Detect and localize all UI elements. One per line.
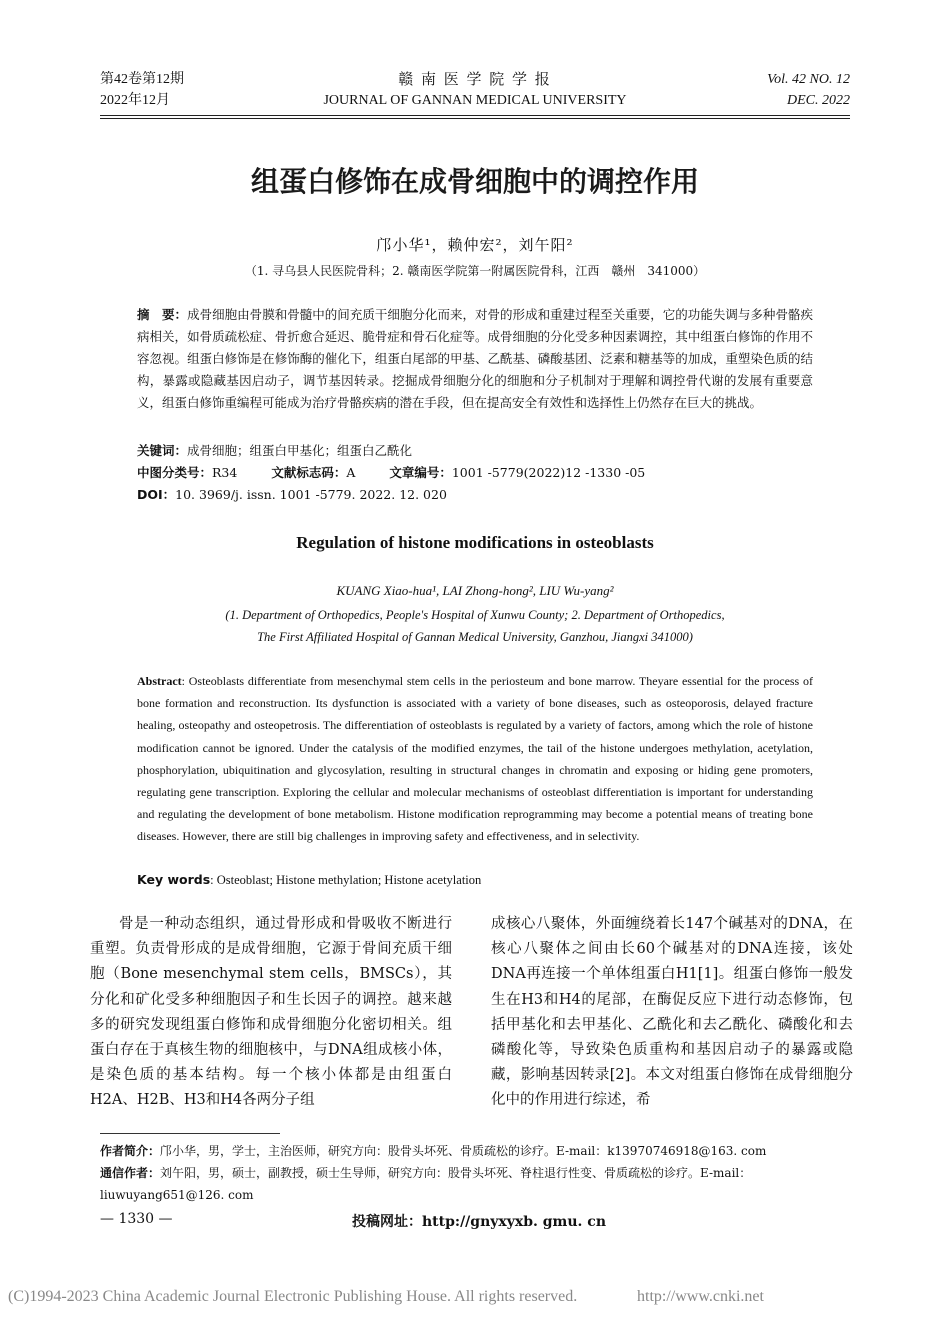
abstract-en [137,670,813,848]
authors-en: KUANG Xiao-hua¹, LAI Zhong-hong², LIU Wu-yang² [336,583,614,598]
cnki-link[interactable]: http://www.cnki.net [637,1288,764,1305]
journal-name-en: JOURNAL OF GANNAN MEDICAL UNIVERSITY [323,93,627,108]
clc-value: R34 [212,465,238,480]
classification-line [137,462,813,484]
article-no-value: 1001 -5779(2022)12 -1330 -05 [451,465,646,480]
clc-label: 中图分类号： [137,465,213,480]
header-rule-2 [100,118,850,119]
submission-url[interactable]: 投稿网址：http://gnyxyxb. gmu. cn [352,1214,606,1230]
doi-value: 10. 3969/j. issn. 1001 -5779. 2022. 12. 020 [175,487,447,502]
doc-code-value: A [346,465,356,480]
corresponding-author-note [100,1162,850,1206]
author-note-label: 作者简介： [100,1144,161,1158]
date-cn: 2022年12月 [100,93,170,108]
body-column-right [491,912,853,1114]
doi-line [137,484,813,506]
abstract-cn [137,304,813,414]
doc-code-label: 文献标志码： [271,465,347,480]
keywords-en [137,872,481,888]
article-no-label: 文章编号： [389,465,452,480]
journal-name-cn: 赣 南 医 学 院 学 报 [398,72,552,88]
keywords-cn [137,440,813,462]
affiliation-cn: （1. 寻乌县人民医院骨科；2. 赣南医学院第一附属医院骨科，江西 赣州 341000） [244,264,706,278]
body-column-left [90,912,452,1114]
body-paragraph-right: 成核心八聚体，外面缠绕着长147个碱基对的DNA，在核心八聚体之间由长60个碱基对的DNA连接，该处DNA再连接一个单体组蛋白H1[1]。组蛋白修饰一般发生在H3和H4的尾部，在酶促反应下进行动态修饰，包括甲基化和去甲基化、乙酰化和去乙酰化、磷酸化和去磷酸化等，导致染色质重构和基因启动子的暴露或隐藏，影响基因转录[2]。本文对组蛋白修饰在成骨细胞分化中的作用进行综述，希 [491,916,853,1109]
corresponding-text: 刘午阳，男，硕士，副教授，硕士生导师，研究方向：股骨头坏死、脊柱退行性变、骨质疏松的诊疗。E-mail：liuwuyang651@126. com [100,1166,752,1202]
footnote-rule [100,1133,280,1134]
abstract-cn-text: 成骨细胞由骨膜和骨髓中的间充质干细胞分化而来，对骨的形成和重建过程至关重要，它的功能失调与多种骨骼疾病相关，如骨质疏松症、骨折愈合延迟、脆骨症和骨石化症等。成骨细胞的分化受多种因素调控，其中组蛋白修饰的作用不容忽视。组蛋白修饰是在修饰酶的催化下，组蛋白尾部的甲基、乙酰基、磷酸基团、泛素和糖基等的加成，重塑染色质的结构，暴露或隐藏基因启动子，调节基因转录。挖掘成骨细胞分化的细胞和分子机制对于理解和调控骨代谢的发展有重要意义，组蛋白修饰重编程可能成为治疗骨骼疾病的潜在手段，但在提高安全有效性和选择性上仍然存在巨大的挑战。 [137,307,813,410]
keywords-cn-label: 关键词： [137,443,188,458]
affiliation-en-line2: The First Affiliated Hospital of Gannan Medical University, Ganzhou, Jiangxi 341000) [257,630,693,644]
keywords-en-text: : Osteoblast; Histone methylation; Histone acetylation [210,873,482,887]
affiliation-en-line1: (1. Department of Orthopedics, People's Hospital of Xunwu County; 2. Department of Orthopedics, [225,608,725,622]
corresponding-label: 通信作者： [100,1166,161,1180]
keywords-cn-text: 成骨细胞；组蛋白甲基化；组蛋白乙酰化 [187,443,413,458]
author-note-text: 邝小华，男，学士，主治医师，研究方向：股骨头坏死、骨质疏松的诊疗。E-mail：k13970746918@163. com [160,1144,767,1158]
page-number: — 1330 — [100,1211,173,1227]
author-note [100,1140,850,1162]
abstract-en-label: Abstract [137,674,182,688]
copyright-text: (C)1994-2023 China Academic Journal Electronic Publishing House. All rights reserved. [8,1288,578,1305]
abstract-en-text: : Osteoblasts differentiate from mesenchymal stem cells in the periosteum and bone marrow. Theyare essential for the process of bone formation and reconstruction. Its dysfunction is associated with a variety of bone diseases, such as osteoporosis, delayed fracture healing, osteopathy and osteopetrosis. The differentiation of osteoblasts is regulated by a variety of factors, among which the role of histone modification cannot be ignored. Under the catalysis of the modified enzymes, the tail of the histone undergoes methylation, acetylation, phosphorylation, ubiquitination and glycosylation, resulting in structural changes in chromatin and exposing or hiding gene promoters, regulating gene transcription. Exploring the cellular and molecular mechanisms of osteoblast differentiation is important for understanding and regulating the development of bone metabolism. Histone modification reprogramming may become a potential means of treating bone diseases. However, there are still big challenges in improving safety and effectiveness, and in selectivity. [137,674,813,844]
body-paragraph-left: 骨是一种动态组织，通过骨形成和骨吸收不断进行重塑。负责骨形成的是成骨细胞，它源于骨间充质干细胞（Bone mesenchymal stem cells，BMSCs），其分化和矿化受多种细胞因子和生长因子的调控。越来越多的研究发现组蛋白修饰和成骨细胞分化密切相关。组蛋白存在于真核生物的细胞核中，与DNA组成核小体，是染色质的基本结构。每一个核小体都是由组蛋白H2A、H2B、H3和H4各两分子组 [90,916,452,1109]
doi-label: DOI： [137,487,176,502]
authors-cn: 邝小华¹，赖仲宏²，刘午阳² [376,236,574,254]
abstract-cn-label: 摘 要： [137,307,188,322]
date-en: DEC. 2022 [787,93,850,108]
volume-issue-cn: 第42卷第12期 [100,72,184,87]
volume-issue-en: Vol. 42 NO. 12 [767,72,850,87]
keywords-en-label: Key words [137,872,211,887]
article-title-cn: 组蛋白修饰在成骨细胞中的调控作用 [250,165,699,198]
article-title-en: Regulation of histone modifications in osteoblasts [296,533,654,552]
header-rule [100,115,850,116]
